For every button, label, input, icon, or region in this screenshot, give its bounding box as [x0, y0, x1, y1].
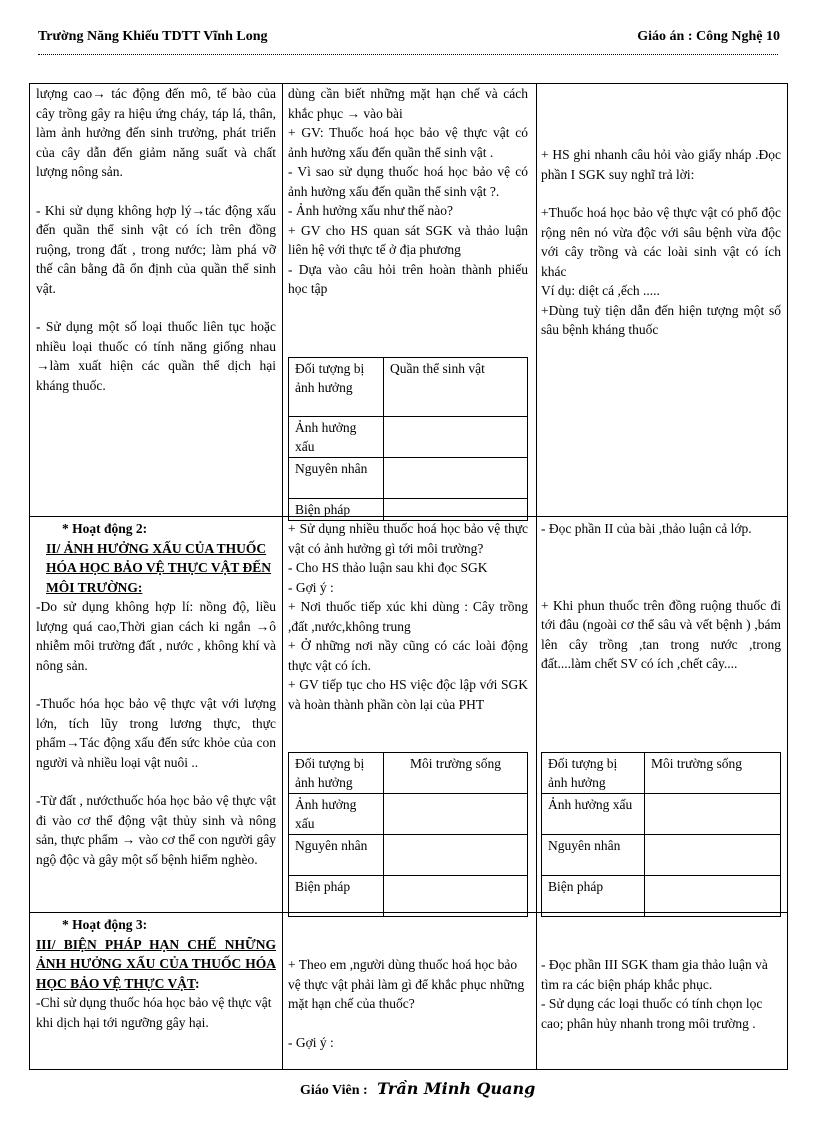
- paragraph: Ví dụ: diệt cá ,ếch .....: [541, 283, 660, 298]
- paragraph: dùng cần biết những mặt hạn chế và cách khắc phục → vào bài: [288, 86, 528, 121]
- row1-teacher-column: [288, 84, 528, 299]
- paragraph: - Sử dụng các loại thuốc có tính chọn lọc cao; phân hủy nhanh trong môi trường .: [541, 996, 763, 1031]
- worksheet-table: [288, 752, 528, 917]
- paragraph: - Vì sao sử dụng thuốc hoá học bảo vệ có ảnh hưởng xấu đến quần thể sinh vật ?.: [288, 164, 528, 199]
- paragraph: - Gợi ý :: [288, 579, 334, 595]
- section-title-tail: :: [195, 975, 200, 991]
- paragraph: + Nơi thuốc tiếp xúc khi dùng : Cây trồng ,đất ,nước,không trung: [288, 599, 528, 634]
- paragraph: + Sử dụng nhiều thuốc hoá học bảo vệ thực vật có ảnh hưởng gì tới môi trường?: [288, 521, 528, 556]
- paragraph: + HS ghi nhanh câu hỏi vào giấy nháp .Đọc phần I SGK suy nghĩ trả lời:: [541, 147, 781, 182]
- table-cell: [645, 794, 781, 835]
- table-cell: Đối tượng bị ảnh hưởng: [289, 358, 384, 417]
- row3-teacher-column: [288, 955, 528, 1052]
- table-cell: Nguyên nhân: [289, 458, 384, 499]
- table-cell: [384, 458, 528, 499]
- table-cell: Đối tượng bị ảnh hưởng: [289, 753, 384, 794]
- row2-content-column: [36, 519, 276, 869]
- column-divider-2: [536, 83, 537, 1070]
- row1-student-column: [541, 145, 781, 340]
- table-cell: [384, 499, 528, 521]
- table-cell: Biện pháp: [289, 876, 384, 917]
- table-cell: Biện pháp: [542, 876, 645, 917]
- row2-teacher-column: [288, 519, 528, 714]
- teacher-signature-line: [300, 1079, 535, 1101]
- header-dotted-rule: [38, 46, 778, 55]
- table-cell: Đối tượng bị ảnh hưởng: [542, 753, 645, 794]
- paragraph: -Do sử dụng không hợp lí: nồng độ, liều lượng quá cao,Thời gian cách ki ngắn →ô nhiễm môi trường đất , nước , không khí và nông sản.: [36, 599, 276, 673]
- school-name: Trường Năng Khiếu TDTT Vĩnh Long: [38, 29, 268, 44]
- paragraph: + Theo em ,người dùng thuốc hoá học bảo vệ thực vật phải làm gì để khắc phục những mặt hạn chế của thuốc?: [288, 957, 525, 1011]
- activity-heading: * Hoạt động 2:: [62, 521, 148, 536]
- paragraph: - Ảnh hưởng xấu như thế nào?: [288, 203, 453, 218]
- paragraph: + GV tiếp tục cho HS việc độc lập với SGK và hoàn thành phần còn lại của PHT: [288, 677, 528, 712]
- paragraph: - Đọc phần II của bài ,thảo luận cả lớp.: [541, 521, 752, 536]
- paragraph: -Thuốc hóa học bảo vệ thực vật với lượng lớn, tích lũy trong lương thực, thực phẩm→Tác động xấu đến sức khỏe của con người và nhiều loại vật nuôi ..: [36, 696, 276, 770]
- table-cell: [384, 794, 528, 835]
- table-cell: [384, 835, 528, 876]
- paragraph: - Gợi ý :: [288, 1034, 334, 1050]
- paragraph: +Dùng tuỳ tiện dẫn đến hiện tượng một số sâu bệnh kháng thuốc: [541, 302, 781, 337]
- table-cell: Môi trường sống: [384, 753, 528, 794]
- paragraph: + GV: Thuốc hoá học bảo vệ thực vật có ảnh hưởng xấu đến quần thể sinh vật .: [288, 125, 528, 160]
- teacher-label: Giáo Viên :: [300, 1083, 368, 1098]
- teacher-signature: Trần Minh Quang: [377, 1079, 536, 1098]
- table-cell: Ảnh hưởng xấu: [289, 417, 384, 458]
- worksheet-table: [288, 357, 528, 521]
- table-cell: Biện pháp: [289, 499, 384, 521]
- paragraph: -Chỉ sử dụng thuốc hóa học bảo vệ thực vật khi dịch hại tới ngưỡng gây hại.: [36, 995, 272, 1030]
- paragraph: + Ở những nơi nầy cũng có các loài động thực vật có ích.: [288, 638, 528, 673]
- section-title: II/ ẢNH HƯỞNG XẤU CỦA THUỐC HÓA HỌC BẢO VỆ THỰC VẬT ĐẾN MÔI TRƯỜNG:: [46, 540, 272, 595]
- table-cell: [645, 835, 781, 876]
- row3-content-column: [36, 915, 276, 1032]
- table-cell: Nguyên nhân: [542, 835, 645, 876]
- paragraph: - Khi sử dụng không hợp lý→tác động xấu đến quần thể sinh vật có ích trên đồng ruộng, trong đất , trong nước; làm phá vỡ thế cân bằng đã ổn định của quần thể sinh vật.: [36, 202, 276, 296]
- row1-content-column: [36, 84, 276, 395]
- subject-title: Giáo án : Công Nghệ 10: [637, 29, 780, 44]
- row2-student-column: [541, 519, 781, 674]
- paragraph: - Dựa vào câu hỏi trên hoàn thành phiếu học tập: [288, 261, 528, 296]
- paragraph: - Đọc phần III SGK tham gia thảo luận và tìm ra các biện pháp khắc phục.: [541, 957, 768, 992]
- activity-heading: * Hoạt động 3:: [62, 917, 148, 932]
- row3-student-column: [541, 955, 781, 1033]
- worksheet-table: [541, 752, 781, 917]
- paragraph: + Khi phun thuốc trên đồng ruộng thuốc đi tới đâu (ngoài cơ thể sâu và vết bệnh ) ,bám lên cây trồng ,tan trong nước ,trong đất....làm chết SV có ích ,chết cây....: [541, 597, 781, 671]
- paragraph: +Thuốc hoá học bảo vệ thực vật có phổ độc rộng nên nó vừa độc với sâu bệnh vừa độc với cây trồng và các loài sinh vật có ích khác: [541, 205, 781, 279]
- table-cell: Môi trường sống: [645, 753, 781, 794]
- table-cell: Quần thể sinh vật: [384, 358, 528, 417]
- paragraph: lượng cao→ tác động đến mô, tế bào của cây trồng gây ra hiệu ứng cháy, táp lá, thân, làm ảnh hưởng đến sinh trưởng, phát triển của cây dẫn đến giảm năng suất và chất lượng nông sản.: [36, 86, 276, 179]
- section-title: III/ BIỆN PHÁP HẠN CHẾ NHỮNG ẢNH HƯỞNG XẤU CỦA THUỐC HÓA HỌC BẢO VỆ THỰC VẬT: [36, 936, 276, 991]
- paragraph: - Sử dụng một số loại thuốc liên tục hoặc nhiều loại thuốc có tính năng giống nhau →làm xuất hiện các quần thể dịch hại kháng thuốc.: [36, 319, 276, 393]
- table-cell: Ảnh hưởng xấu: [542, 794, 645, 835]
- paragraph: -Từ đất , nướcthuốc hóa học bảo vệ thực vật đi vào cơ thể động vật thủy sinh và nông sản, thực phẩm → vào cơ thể con người gây ngộ độc và gây một số bệnh hiểm nghèo.: [36, 793, 276, 867]
- table-cell: [384, 876, 528, 917]
- table-cell: [384, 417, 528, 458]
- table-cell: Nguyên nhân: [289, 835, 384, 876]
- table-cell: [645, 876, 781, 917]
- paragraph: + GV cho HS quan sát SGK và thảo luận liên hệ với thực tế ở địa phương: [288, 222, 528, 257]
- paragraph: - Cho HS thảo luận sau khi đọc SGK: [288, 560, 488, 575]
- column-divider-1: [282, 83, 283, 1070]
- table-cell: Ảnh hưởng xấu: [289, 794, 384, 835]
